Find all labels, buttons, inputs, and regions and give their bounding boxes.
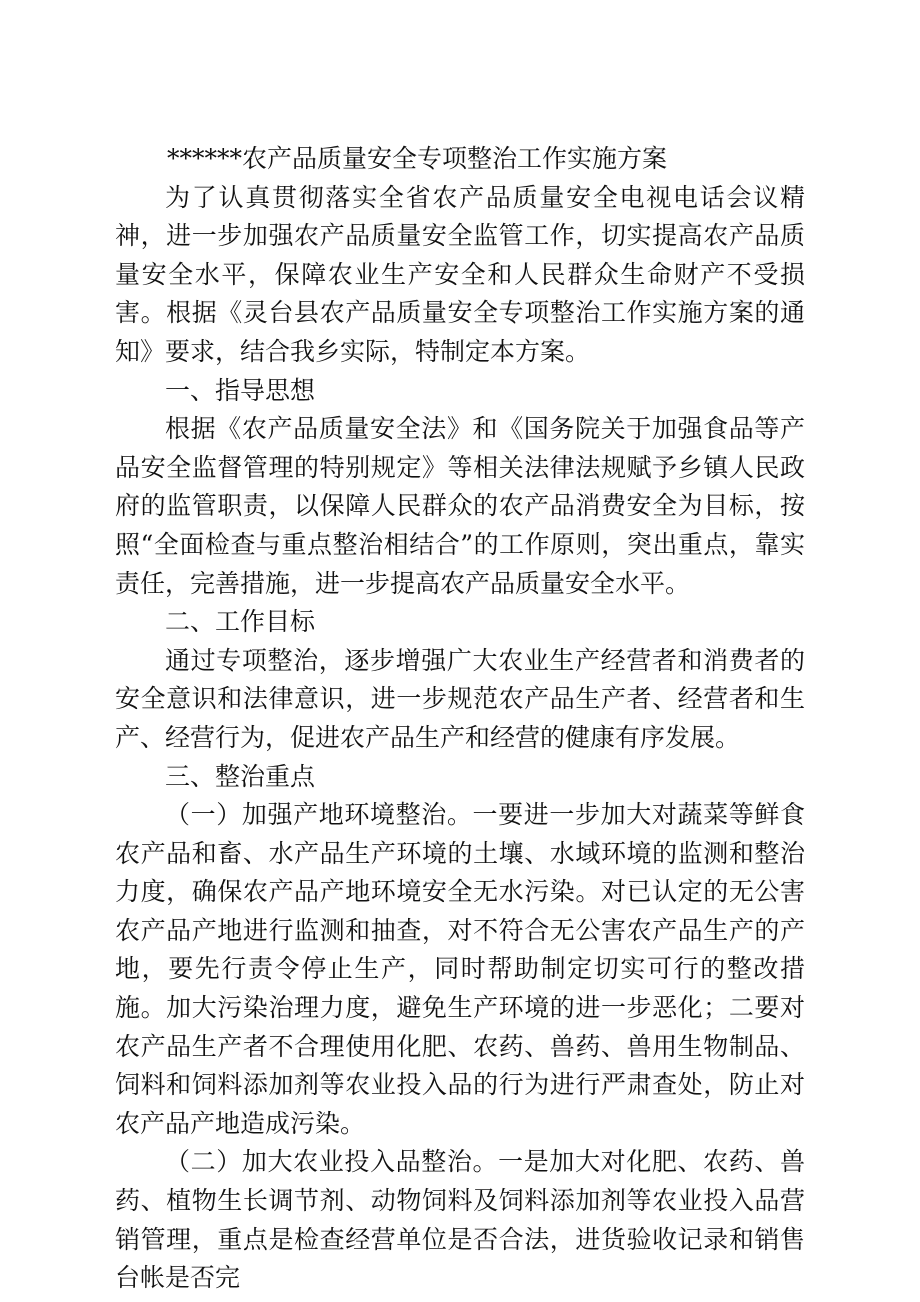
paragraph-intro: 为了认真贯彻落实全省农产品质量安全电视电话会议精神，进一步加强农产品质量安全监管工作，切实提高农产品质量安全水平，保障农业生产安全和人民群众生命财产不受损害。根据《灵台县农产品质量安全专项整治工作实施方案的通知》要求，结合我乡实际，特制定本方案。 bbox=[115, 182, 805, 366]
paragraph-guiding-ideology: 根据《农产品质量安全法》和《国务院关于加强食品等产品安全监督管理的特别规定》等相关法律法规赋予乡镇人民政府的监管职责，以保障人民群众的农产品消费安全为目标，按照“全面检查与重点整治相结合”的工作原则，突出重点，靠实责任，完善措施，进一步提高农产品质量安全水平。 bbox=[115, 414, 805, 598]
document-title: ******农产品质量安全专项整治工作实施方案 bbox=[167, 144, 668, 173]
section-heading-rectification-focus: 三、整治重点 bbox=[165, 761, 316, 791]
paragraph-focus-2: （二）加大农业投入品整治。一是加大对化肥、农药、兽药、植物生长调节剂、动物饲料及饲料添加剂等农业投入品营销管理，重点是检查经营单位是否合法，进货验收记录和销售台帐是否完 bbox=[115, 1147, 805, 1293]
paragraph-work-goals: 通过专项整治，逐步增强广大农业生产经营者和消费者的安全意识和法律意识，进一步规范农产品生产者、经营者和生产、经营行为，促进农产品生产和经营的健康有序发展。 bbox=[115, 645, 805, 752]
section-heading-work-goals: 二、工作目标 bbox=[165, 607, 316, 637]
document-body bbox=[115, 140, 805, 1298]
paragraph-focus-1: （一）加强产地环境整治。一要进一步加大对蔬菜等鲜食农产品和畜、水产品生产环境的土壤、水域环境的监测和整治力度，确保农产品产地环境安全无水污染。对已认定的无公害农产品产地进行监测和抽查，对不符合无公害农产品生产的产地，要先行责令停止生产，同时帮助制定切实可行的整改措施。加大污染治理力度，避免生产环境的进一步恶化；二要对农产品生产者不合理使用化肥、农药、兽药、兽用生物制品、饲料和饲料添加剂等农业投入品的行为进行严肃查处，防止对农产品产地造成污染。 bbox=[115, 800, 805, 1138]
section-heading-guiding-ideology: 一、指导思想 bbox=[165, 375, 316, 405]
